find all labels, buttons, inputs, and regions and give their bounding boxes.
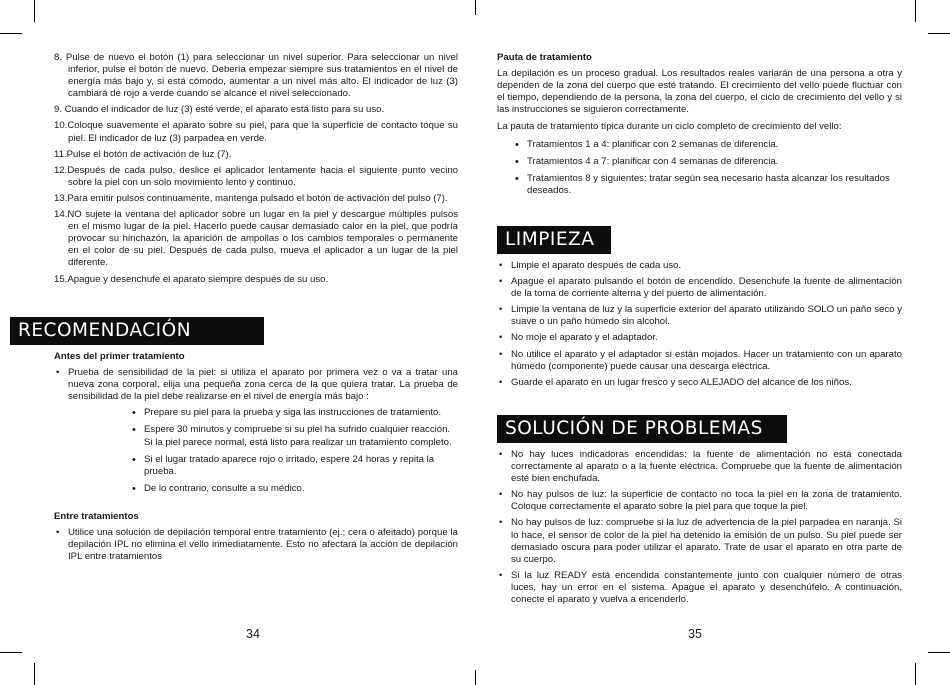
pauta-intro: La pauta de tratamiento típica durante un ciclo completo de crecimiento del vello: bbox=[497, 121, 842, 133]
solucion-bullet: • No hay pulsos de luz: compruebe si la luz de advertencia de la piel parpadea en naranja. Si lo hace, el sensor de color de la piel ha detenido la emisión de un pulso. Su piel puede ser demasiado oscura para poder utilizar el aparato. Trate de usar el aparato en otra parte de su cuerpo. bbox=[497, 517, 902, 565]
page-number-left: 34 bbox=[246, 627, 260, 641]
limpieza-bullet: • Apague el aparato pulsando el botón de encendido. Desenchufe la fuente de alimentación de la toma de corriente alterna y del puerto de alimentación. bbox=[497, 276, 902, 300]
pauta-paragraph: La depilación es un proceso gradual. Los resultados reales variarán de una persona a otra y dependen de la zona del cuerpo que esté tratando. El crecimiento del vello puede fluctuar con el tiempo, dependiendo de la persona, la zona del cuerpo, el ciclo de crecimiento del vello y si las instrucciones se siguieron correctamente. bbox=[497, 68, 902, 116]
step-15: 15.Apague y desenchufe el aparato siempre después de su uso. bbox=[54, 273, 329, 285]
crop-mark bbox=[0, 652, 22, 653]
crop-mark bbox=[915, 663, 916, 685]
sensitivity-step: • Si el lugar tratado aparece rojo o irritado, espere 24 horas y repita la prueba. bbox=[114, 454, 458, 478]
limpieza-bullet: • No moje el aparato y el adaptador. bbox=[497, 332, 902, 344]
entre-heading: Entre tratamientos bbox=[54, 510, 139, 522]
page-number-right: 35 bbox=[688, 627, 702, 641]
solucion-bullet: • Si la luz READY está encendida constantemente junto con cualquier número de otras luces, hay un error en el sistema. Apague el aparato y desenchúfelo. A continuación, conecte el aparato y vuelva a encenderlo. bbox=[497, 570, 902, 606]
limpieza-bullet: • No utilice el aparato y el adaptador si están mojados. Hacer un tratamiento con un aparato húmedo (componente) puede causar una descarga eléctrica. bbox=[497, 349, 902, 373]
step-11: 11.Pulse el botón de activación de luz (7). bbox=[54, 148, 232, 160]
crop-mark bbox=[475, 670, 476, 685]
sensitivity-test-bullet: • Prueba de sensibilidad de la piel: si utiliza el aparato por primera vez o va a tratar una nueva zona corporal, elija una pequeña zona cerca de la que quiera tratar. La prueba de sensibilidad de la piel debe realizarse en el nivel de energía más bajo : bbox=[54, 367, 458, 403]
left-page-column bbox=[54, 52, 458, 290]
sensitivity-step: • De lo contrario, consulte a su médico. bbox=[114, 483, 458, 495]
recomendacion-content bbox=[54, 351, 458, 567]
step-9: 9. Cuando el indicador de luz (3) esté verde, el aparato está listo para su uso. bbox=[54, 104, 385, 116]
section-banner-limpieza: LIMPIEZA bbox=[497, 226, 611, 254]
step-13: 13.Para emitir pulsos continuamente, mantenga pulsado el botón de activación del pulso (7). bbox=[54, 192, 448, 204]
crop-mark bbox=[475, 0, 476, 15]
solucion-bullet: • No hay pulsos de luz: la superficie de contacto no toca la piel en la zona de tratamiento. Coloque correctamente el aparato sobre la piel para que toque la piel. bbox=[497, 489, 902, 513]
step-14: 14.NO sujete la ventana del aplicador sobre un lugar en la piel y descargue múltiples pulsos en el mismo lugar de la piel. Hacerlo puede causar demasiado calor en la piel, que podría provocar su hinchazón, la aparición de ampollas o los cambios temporales o permanente en el color de su piel. Después de cada pulso, mueva el aplicador a un lugar de la piel diferente. bbox=[54, 209, 458, 269]
step-12: 12.Después de cada pulso, deslice el aplicador lentamente hacia el siguiente punto vecino sobre la piel con un solo movimiento lento y continuo. bbox=[54, 164, 458, 188]
crop-mark bbox=[928, 33, 950, 34]
solucion-bullet: • No hay luces indicadoras encendidas: la fuente de alimentación no está conectada correctamente al aparato o a la fuente eléctrica. Compruebe que la fuente de alimentación esté bien enchufada. bbox=[497, 449, 902, 485]
limpieza-bullet: • Guarde el aparato en un lugar fresco y seco ALEJADO del alcance de los niños. bbox=[497, 377, 902, 389]
pauta-heading: Pauta de tratamiento bbox=[497, 52, 592, 63]
between-treatments-bullet: • Utilice una solución de depilación temporal entre tratamiento (ej.; cera o afeitado) porque la depilación IPL no elimina el vello inmediatamente. Esto no afectará la acción de depilación IPL entre tratamientos bbox=[54, 527, 458, 563]
solucion-content bbox=[497, 449, 902, 610]
crop-mark bbox=[0, 33, 22, 34]
sensitivity-step: • Espere 30 minutos y compruebe si su piel ha sufrido cualquier reacción. Si la piel parece normal, está listo para realizar un tratamiento completo. bbox=[114, 424, 458, 448]
pauta-bullet: • Tratamientos 8 y siguientes: tratar según sea necesario hasta alcanzar los resultados deseados. bbox=[497, 173, 902, 197]
sensitivity-step: • Prepare su piel para la prueba y siga las instrucciones de tratamiento. bbox=[114, 407, 458, 419]
step-10: 10.Coloque suavemente el aparato sobre su piel, para que la superficie de contacto toque su piel. El indicador de luz (3) parpadea en verde. bbox=[54, 120, 458, 144]
antes-heading: Antes del primer tratamiento bbox=[54, 351, 185, 362]
pauta-section bbox=[497, 52, 902, 202]
limpieza-bullet: • Limpie la ventana de luz y la superficie exterior del aparato utilizando SOLO un paño seco y suave o un paño húmedo sin alcohol. bbox=[497, 304, 902, 328]
crop-mark bbox=[915, 0, 916, 22]
limpieza-bullet: • Limpie el aparato después de cada uso. bbox=[497, 260, 902, 272]
step-8: 8. Pulse de nuevo el botón (1) para seleccionar un nivel superior. Para seleccionar un nivel inferior, pulse el botón de nuevo. Debería empezar siempre sus tratamientos en el nivel de energía más bajo y, si está cómodo, aumentar a un nivel más alto. El indicador de luz (3) cambiará de rojo a verde cuando se alcance el nivel seleccionado. bbox=[54, 52, 458, 100]
section-banner-recomendacion: RECOMENDACIÓN bbox=[10, 317, 264, 345]
crop-mark bbox=[34, 0, 35, 22]
pauta-bullet: • Tratamientos 4 a 7: planificar con 4 semanas de diferencia. bbox=[497, 156, 902, 168]
limpieza-content bbox=[497, 260, 902, 393]
pauta-bullet: • Tratamientos 1 a 4: planificar con 2 semanas de diferencia. bbox=[497, 139, 902, 151]
crop-mark bbox=[928, 652, 950, 653]
section-banner-solucion: SOLUCIÓN DE PROBLEMAS bbox=[497, 415, 787, 443]
crop-mark bbox=[34, 663, 35, 685]
